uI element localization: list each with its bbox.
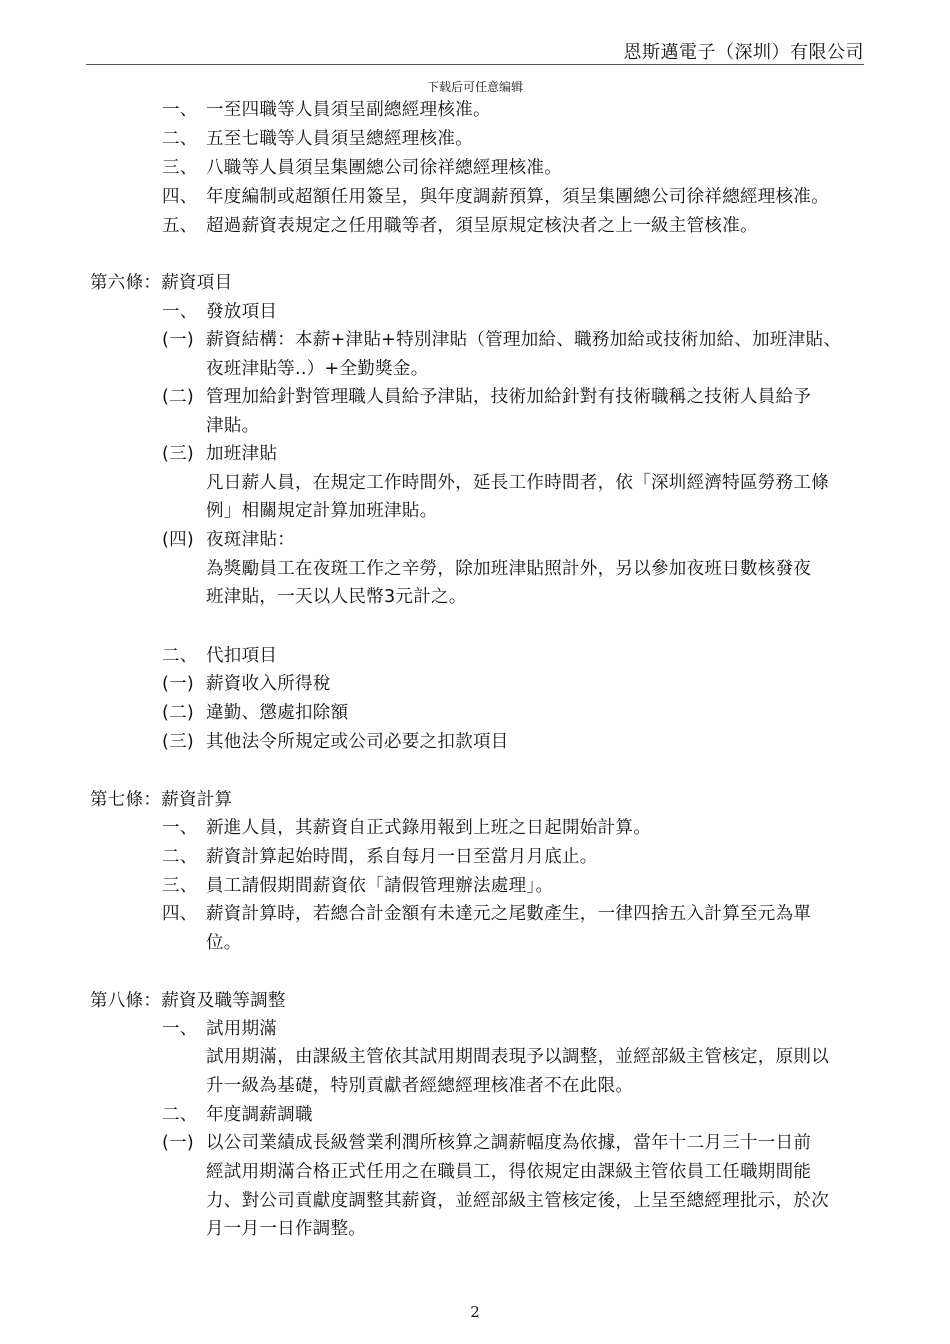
item-text: 年度編制或超額任用簽呈，與年度調薪預算，須呈集團總公司徐祥總經理核准。 (206, 187, 829, 207)
article-heading: 第八條：薪資及職等調整 (90, 991, 286, 1011)
item-text: 五至七職等人員須呈總經理核准。 (206, 129, 473, 149)
item-text: 夜班津貼等..）+全勤獎金。 (206, 359, 429, 379)
item-text: 新進人員，其薪資自正式錄用報到上班之日起開始計算。 (206, 818, 651, 838)
item-label: 二、 (162, 847, 198, 867)
article-heading: 第七條：薪資計算 (90, 790, 233, 810)
item-label: 三、 (162, 876, 198, 896)
item-text: 八職等人員須呈集團總公司徐祥總經理核准。 (206, 158, 562, 178)
item-text: 薪資計算時，若總合計金額有未達元之尾數產生，一律四捨五入計算至元為單 (206, 904, 812, 924)
item-label: (二) (162, 703, 195, 723)
company-name: 恩斯邁電子（深圳）有限公司 (623, 42, 864, 63)
item-text: 經試用期滿合格正式任用之在職員工，得依規定由課級主管依員工任職期間能 (206, 1162, 812, 1182)
item-label: 二、 (162, 129, 198, 149)
item-text: 薪資收入所得稅 (206, 674, 331, 694)
item-text: 試用期滿 (206, 1019, 278, 1039)
item-label: 二、 (162, 1105, 198, 1125)
item-text: 管理加給針對管理職人員給予津貼，技術加給針對有技術職稱之技術人員給予 (206, 387, 812, 407)
item-label: 四、 (162, 904, 198, 924)
item-label: 一、 (162, 1019, 198, 1039)
item-label: (一) (162, 330, 195, 350)
item-label: 一、 (162, 100, 198, 120)
article-heading: 第六條：薪資項目 (90, 273, 233, 293)
item-label: 三、 (162, 158, 198, 178)
item-text: 超過薪資表規定之任用職等者，須呈原規定核決者之上一級主管核准。 (206, 216, 758, 236)
item-label: (三) (162, 732, 195, 752)
item-text: 為獎勵員工在夜斑工作之辛勞，除加班津貼照計外，另以參加夜班日數核發夜 (206, 559, 812, 579)
item-text: 夜斑津貼： (206, 530, 295, 550)
item-text: 以公司業績成長級營業利潤所核算之調薪幅度為依據，當年十二月三十一日前 (206, 1133, 812, 1153)
item-text: 薪資結構：本薪+津貼+特別津貼（管理加給、職務加給或技術加給、加班津貼、 (206, 330, 842, 350)
item-text: 員工請假期間薪資依「請假管理辦法處理」。 (206, 876, 554, 896)
item-label: (二) (162, 387, 195, 407)
header-divider (86, 64, 864, 65)
item-text: 其他法令所規定或公司必要之扣款項目 (206, 732, 509, 752)
item-label: 一、 (162, 818, 198, 838)
item-text: 薪資計算起始時間，系自每月一日至當月月底止。 (206, 847, 598, 867)
item-text: 代扣項目 (206, 646, 278, 666)
item-text: 位。 (206, 933, 242, 953)
item-text: 年度調薪調職 (206, 1105, 313, 1125)
item-label: (四) (162, 530, 195, 550)
item-text: 升一級為基礎，特別貢獻者經總經理核准者不在此限。 (206, 1076, 634, 1096)
page-number: 2 (470, 1303, 480, 1321)
item-label: (三) (162, 444, 195, 464)
item-label: 二、 (162, 646, 198, 666)
item-text: 班津貼，一天以人民幣3元計之。 (206, 587, 467, 607)
item-label: (一) (162, 674, 195, 694)
item-text: 一至四職等人員須呈副總經理核准。 (206, 100, 491, 120)
item-label: 一、 (162, 302, 198, 322)
item-label: 四、 (162, 187, 198, 207)
item-text: 月一月一日作調整。 (206, 1219, 367, 1239)
item-text: 試用期滿，由課級主管依其試用期間表現予以調整，並經部級主管核定，原則以 (206, 1047, 829, 1067)
item-text: 加班津貼 (206, 444, 278, 464)
item-text: 違勤、懲處扣除額 (206, 703, 349, 723)
item-label: (一) (162, 1133, 195, 1153)
download-note: 下载后可任意编辑 (426, 80, 523, 94)
item-text: 凡日薪人員，在規定工作時間外，延長工作時間者，依「深圳經濟特區勞務工條 (206, 473, 829, 493)
item-text: 例」相關規定計算加班津貼。 (206, 501, 438, 521)
item-text: 津貼。 (206, 416, 260, 436)
item-label: 五、 (162, 216, 198, 236)
item-text: 發放項目 (206, 302, 278, 322)
item-text: 力、對公司貢獻度調整其薪資，並經部級主管核定後，上呈至總經理批示，於次 (206, 1191, 829, 1211)
